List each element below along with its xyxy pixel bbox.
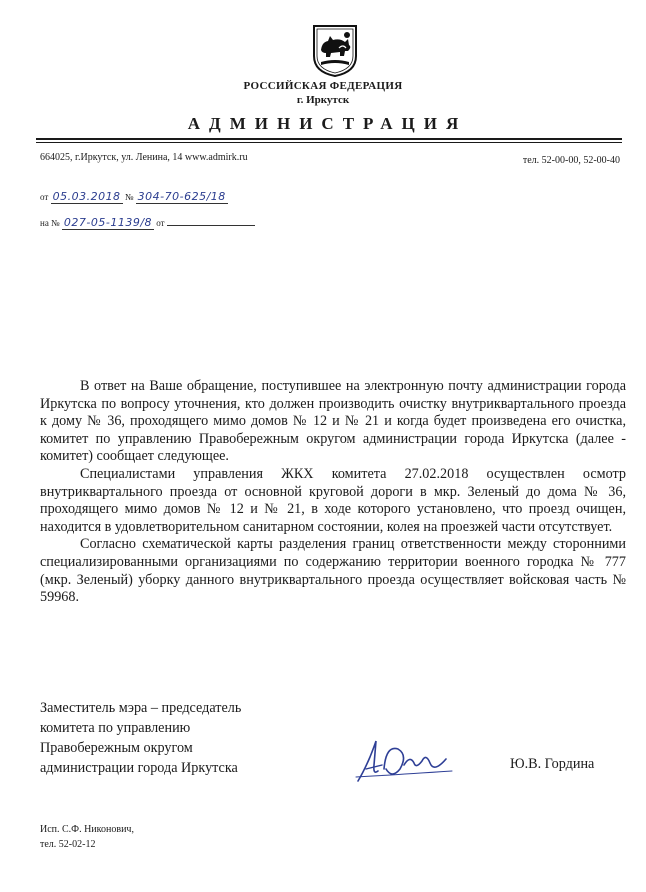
letterhead-phone: тел. 52-00-00, 52-00-40 (522, 155, 620, 166)
number-label: № (124, 192, 134, 202)
from-label: от (40, 192, 49, 202)
executor-phone: тел. 52-02-12 (40, 839, 96, 850)
letterhead-address: 664025, г.Иркутск, ул. Ленина, 14 www.admirk.ru (40, 152, 248, 163)
reply-from-label: от (156, 218, 165, 228)
coat-of-arms-icon (312, 20, 358, 78)
federation-heading: РОССИЙСКАЯ ФЕДЕРАЦИЯ (243, 80, 403, 92)
signatory-title-line: Правобережным округом (40, 740, 193, 756)
signatory-title-line: администрации города Иркутска (40, 760, 238, 776)
organization-title: АДМИНИСТРАЦИЯ (187, 114, 468, 133)
signatory-title (40, 698, 241, 778)
handwritten-signature (352, 735, 457, 785)
body-paragraph: В ответ на Ваше обращение, поступившее на электронную почту администрации города Иркутска по вопросу уточнения, кто должен производить очистку внутриквартального проезда к дому № 36, проходящего мимо домов № 12 и № 21 и когда будет произведена его очистка, комитет по управлению Правобережным округом администрации города Иркутска (далее - комитет) сообщает следующее. (40, 378, 626, 465)
header-divider-thin (36, 142, 622, 143)
signatory-title-line: комитета по управлению (40, 720, 191, 736)
letter-body (40, 378, 626, 607)
body-paragraph: Согласно схематической карты разделения границ ответственности между сторонними специализированными организациями по содержанию территории военного городка № 777 (мкр. Зеленый) уборку данного внутриквартального проезда осуществляет войсковая часть № 59968. (40, 536, 626, 606)
reply-to-label: на № (40, 218, 60, 228)
header-divider (36, 138, 622, 140)
reply-date-blank (167, 215, 255, 226)
executor-info (40, 822, 134, 852)
signatory-name: Ю.В. Гордина (510, 756, 595, 772)
reply-to-number: 027-05-1139/8 (63, 216, 153, 229)
letter-number: 304-70-625/18 (137, 190, 226, 203)
city-heading: г. Иркутск (296, 94, 350, 106)
outgoing-registration (40, 190, 228, 203)
body-paragraph: Специалистами управления ЖКХ комитета 27.02.2018 осуществлен осмотр внутриквартального проезда от основной круговой дороги в мкр. Зеленый до дома № 36, проходящего мимо домов № 12 и № 21, в ходе которого установлено, что проезд очищен, находится в удовлетворительном санитарном состоянии, колея на проезжей части отсутствует. (40, 465, 626, 535)
reply-registration (40, 215, 255, 229)
letter-date: 05.03.2018 (52, 190, 121, 203)
signatory-title-line: Заместитель мэра – председатель (40, 700, 242, 716)
executor-name: Исп. С.Ф. Никонович, (40, 824, 134, 835)
